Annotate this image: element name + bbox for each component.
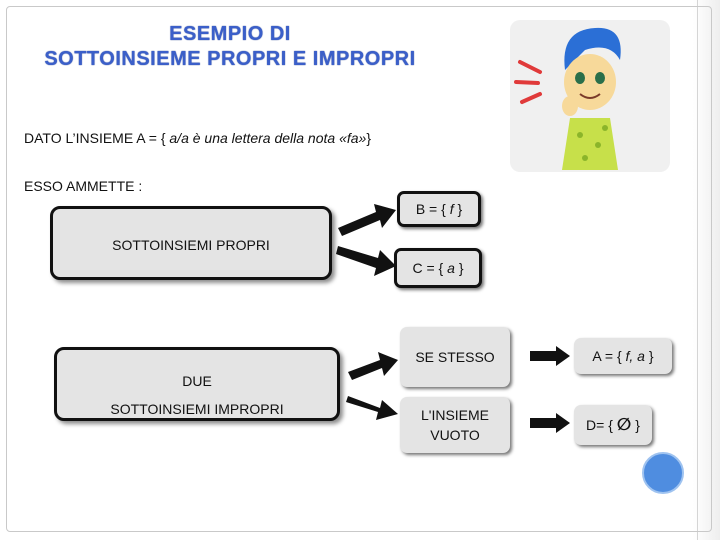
subset-b-box bbox=[397, 191, 481, 227]
subset-c-var: a bbox=[447, 260, 455, 276]
subset-c-box bbox=[394, 248, 482, 288]
set-a-var: f, a bbox=[625, 348, 645, 364]
arrow-right-icon bbox=[334, 190, 400, 290]
self-set-label: SE STESSO bbox=[415, 349, 495, 365]
set-d-suffix: } bbox=[635, 417, 640, 433]
set-definition-italic: a/a è una lettera della nota «fa» bbox=[169, 130, 367, 146]
slide-title-line2: SOTTOINSIEME PROPRI E IMPROPRI bbox=[44, 48, 416, 70]
set-a-prefix: A = { bbox=[592, 348, 622, 364]
empty-set-line1: L'INSIEME bbox=[420, 407, 490, 423]
set-definition bbox=[24, 130, 371, 146]
improper-subsets-line1: DUE bbox=[182, 373, 212, 389]
arrow-right-icon bbox=[528, 413, 572, 433]
subset-b-var: f bbox=[449, 201, 454, 217]
set-d-box bbox=[574, 405, 652, 445]
subset-c-suffix: } bbox=[458, 260, 464, 276]
set-definition-suffix: } bbox=[366, 130, 372, 146]
self-set-box bbox=[400, 327, 510, 387]
set-a-suffix: } bbox=[648, 348, 654, 364]
proper-subsets-box bbox=[50, 206, 332, 280]
decorative-circle bbox=[642, 452, 684, 494]
proper-subsets-label: SOTTOINSIEMI PROPRI bbox=[112, 237, 270, 253]
subset-b-suffix: } bbox=[457, 201, 463, 217]
arrow-right-icon bbox=[340, 350, 400, 420]
set-d-prefix: D= { bbox=[586, 417, 613, 433]
set-definition-prefix: DATO L’INSIEME A = { bbox=[24, 130, 170, 146]
improper-subsets-line2: SOTTOINSIEMI IMPROPRI bbox=[110, 401, 284, 417]
admits-label: ESSO AMMETTE : bbox=[24, 178, 143, 194]
slide-title-line1: ESEMPIO DI bbox=[169, 23, 291, 45]
slide-title bbox=[30, 22, 430, 72]
set-a-box bbox=[574, 338, 672, 374]
empty-set-symbol: ∅ bbox=[616, 415, 632, 434]
empty-set-box bbox=[400, 397, 510, 453]
subset-c-prefix: C = { bbox=[412, 260, 444, 276]
joy-character-illustration bbox=[510, 20, 670, 172]
subset-b-prefix: B = { bbox=[415, 201, 446, 217]
empty-set-line2: VUOTO bbox=[430, 427, 480, 443]
improper-subsets-box bbox=[54, 347, 340, 421]
arrow-right-icon bbox=[528, 346, 572, 366]
